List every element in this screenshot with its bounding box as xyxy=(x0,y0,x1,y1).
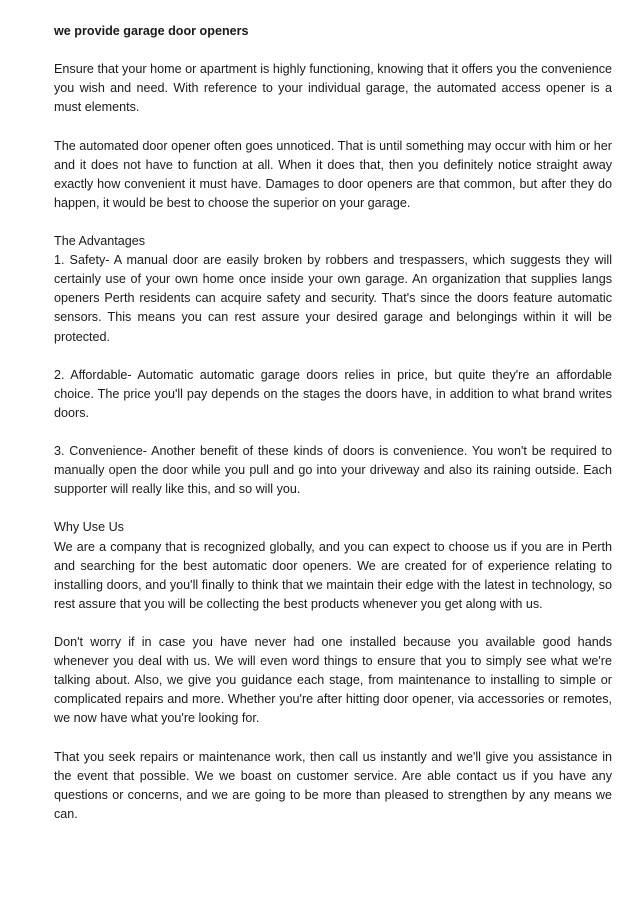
advantages-heading: The Advantages xyxy=(54,234,146,249)
intro-paragraph-1: Ensure that your home or apartment is highly functioning, knowing that it offers you the convenience you wish and need. With reference to your individual garage, the automated access opener is a must elements. xyxy=(54,62,612,115)
why-us-section xyxy=(54,518,612,613)
document-page xyxy=(54,22,612,843)
why-us-paragraph-1: We are a company that is recognized globally, and you can expect to choose us if you are in Perth and searching for the best automatic door openers. We are created for of experience relating to installing doors, and you'll finally to think that we maintain their edge with the latest in technology, so rest assure that you will be collecting the best products whenever you get along with us. xyxy=(54,539,612,611)
document-title: we provide garage door openers xyxy=(54,24,249,38)
advantage-item-safety: 1. Safety- A manual door are easily broken by robbers and trespassers, which suggests they will certainly use of your own home once inside your own garage. An organization that supplies langs openers Perth residents can acquire safety and security. That's since the doors feature automatic sensors. This means you can rest assure your desired garage and belongings within it will be protected. xyxy=(54,253,612,344)
advantage-item-convenience: 3. Convenience- Another benefit of these kinds of doors is convenience. You won't be required to manually open the door while you pull and go into your driveway and also its raining outside. Each supporter will really like this, and so will you. xyxy=(54,444,612,497)
why-us-heading: Why Use Us xyxy=(54,520,124,535)
intro-paragraph-2: The automated door opener often goes unnoticed. That is until something may occur with him or her and it does not have to function at all. When it does that, then you definitely notice straight away exactly how convenient it must have. Damages to door openers are that common, but after they do happen, it would be best to choose the superior on your garage. xyxy=(54,138,612,210)
advantages-section xyxy=(54,232,612,347)
why-us-paragraph-2: Don't worry if in case you have never had one installed because you available good hands whenever you deal with us. We will even word things to ensure that you to simply see what we're talking about. Also, we give you guidance each stage, from maintenance to installing to simple or complicated repairs and more. Whether you're after hitting door opener, via accessories or remotes, we now have what you're looking for. xyxy=(54,635,612,726)
advantage-item-affordable: 2. Affordable- Automatic automatic garage doors relies in price, but quite they're an affordable choice. The price you'll pay depends on the stages the doors have, in addition to what brand writes doors. xyxy=(54,367,612,420)
why-us-paragraph-3: That you seek repairs or maintenance work, then call us instantly and we'll give you assistance in the event that possible. We we boast on customer service. Are able contact us if you have any questions or concerns, and we are going to be more than pleased to strengthen by any means we can. xyxy=(54,749,612,821)
